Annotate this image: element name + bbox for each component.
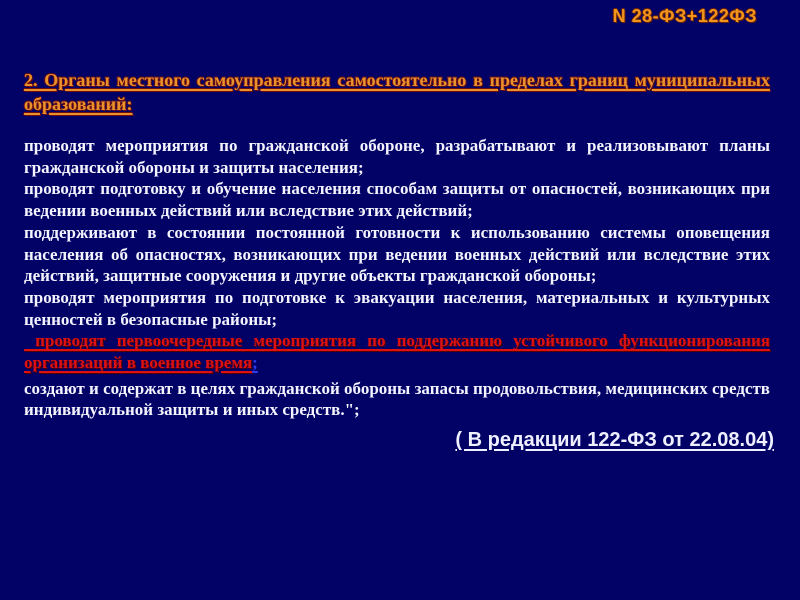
law-number-badge: N 28-ФЗ+122ФЗ <box>612 6 757 26</box>
paragraph-civil-defense-plans: проводят мероприятия по гражданской обороне, разрабатывают и реализовывают планы гражданской обороны и защиты населения; <box>24 136 770 177</box>
emphasis-text: проводят первоочередные мероприятия по поддержанию устойчивого функционирования организаций в военное время <box>24 331 770 373</box>
emphasis-suffix: ; <box>252 353 258 373</box>
paragraph-warning-systems: поддерживают в состоянии постоянной готовности к использованию системы оповещения населения об опасностях, возникающих при ведении военных действий или вследствие этих действий, защитные сооружения и другие объекты гражданской обороны; <box>24 222 770 286</box>
paragraph-population-training: проводят подготовку и обучение населения способам защиты от опасностей, возникающих при ведении военных действий или вследствие этих действий; <box>24 179 770 221</box>
paragraph-stockpiles: создают и содержат в целях гражданской обороны запасы продовольствия, медицинских средств индивидуальной защиты и иных средств."; <box>24 378 770 420</box>
slide-heading: 2. Органы местного самоуправления самостоятельно в пределах границ муниципальных образований: <box>24 70 770 114</box>
paragraph-emphasis-sustained-functioning <box>24 330 770 373</box>
revision-citation: ( В редакции 122-ФЗ от 22.08.04) <box>455 429 774 452</box>
paragraph-evacuation: проводят мероприятия по подготовке к эвакуации населения, материальных и культурных ценностей в безопасные районы; <box>24 287 770 329</box>
slide-content <box>24 68 774 452</box>
